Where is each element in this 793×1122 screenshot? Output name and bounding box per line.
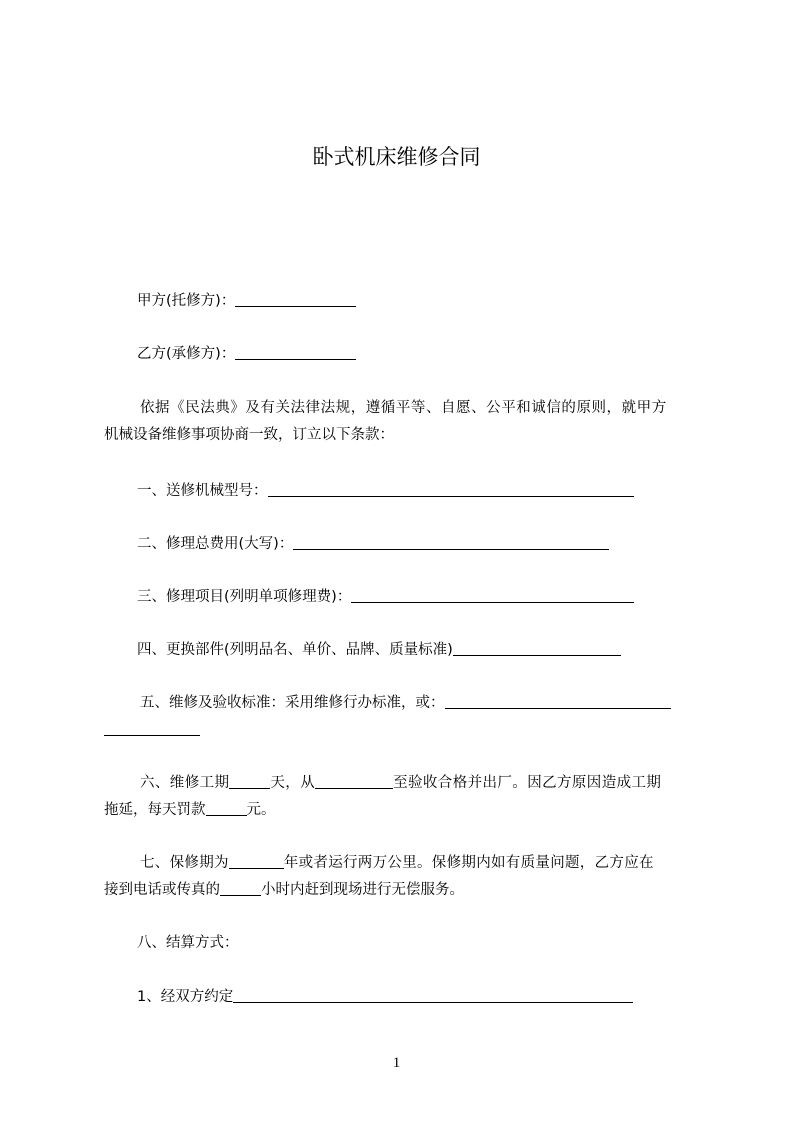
item-1: [137, 986, 633, 1008]
clause-5: [140, 692, 671, 714]
clause-6-text-5: 元。: [246, 802, 276, 818]
clause-5-continuation: [104, 719, 200, 741]
clause-7-text-2: 年或者运行两万公里。保修期内如有质量问题，乙方应在: [283, 855, 654, 871]
clause-6-text-4: 拖延，每天罚款: [104, 802, 206, 818]
clause-4: [137, 639, 621, 661]
clause-7: [140, 852, 654, 874]
clause-2-blank: [293, 535, 609, 550]
page-title: 卧式机床维修合同: [312, 145, 481, 169]
clause-5-blank-continued: [104, 721, 200, 736]
clause-2: [137, 533, 609, 555]
clause-7-line-2: [104, 879, 464, 901]
clause-7-text-3: 接到电话或传真的: [104, 882, 220, 898]
clause-4-blank: [453, 641, 621, 656]
clause-6-text-3: 至验收合格并出厂。因乙方原因造成工期: [393, 775, 662, 791]
party-a-label: 甲方(托修方)：: [137, 293, 236, 309]
clause-7-text-4: 小时内赶到现场进行无偿服务。: [261, 882, 464, 898]
clause-8: 八、结算方式：: [137, 935, 239, 951]
item-1-label: 1、经双方约定: [137, 989, 234, 1005]
clause-5-blank: [445, 694, 671, 709]
clause-1-blank: [268, 482, 634, 497]
party-a-blank: [235, 292, 356, 307]
clause-5-label: 五、维修及验收标准：采用维修行办标准，或：: [140, 695, 445, 711]
clause-3-blank: [351, 588, 634, 603]
clause-7-hours-blank: [220, 881, 261, 896]
party-b-blank: [235, 345, 356, 360]
clause-4-label: 四、更换部件(列明品名、单价、品牌、质量标准): [137, 642, 453, 658]
page-number: 1: [392, 1055, 401, 1071]
item-1-blank: [233, 988, 633, 1003]
party-b-line: [137, 343, 356, 365]
clause-6-days-blank: [229, 774, 270, 789]
party-a-line: [137, 290, 356, 312]
clause-6-line-2: [104, 799, 276, 821]
preamble-line-2: 机械设备维修事项协商一致，订立以下条款：: [104, 427, 394, 443]
clause-6-date-blank: [315, 774, 393, 789]
clause-7-years-blank: [229, 854, 284, 869]
clause-1-label: 一、送修机械型号：: [137, 483, 268, 499]
clause-2-label: 二、修理总费用(大写)：: [137, 536, 294, 552]
clause-1: [137, 480, 634, 502]
clause-3: [137, 586, 634, 608]
clause-7-text-1: 七、保修期为: [140, 855, 229, 871]
clause-6-penalty-blank: [206, 801, 247, 816]
preamble-line-1: 依据《民法典》及有关法律法规，遵循平等、自愿、公平和诚信的原则，就甲方: [140, 400, 667, 416]
clause-6: [140, 772, 661, 794]
clause-6-text-1: 六、维修工期: [140, 775, 230, 791]
party-b-label: 乙方(承修方)：: [137, 346, 236, 362]
clause-6-text-2: 天，从: [270, 775, 316, 791]
clause-3-label: 三、修理项目(列明单项修理费)：: [137, 589, 352, 605]
